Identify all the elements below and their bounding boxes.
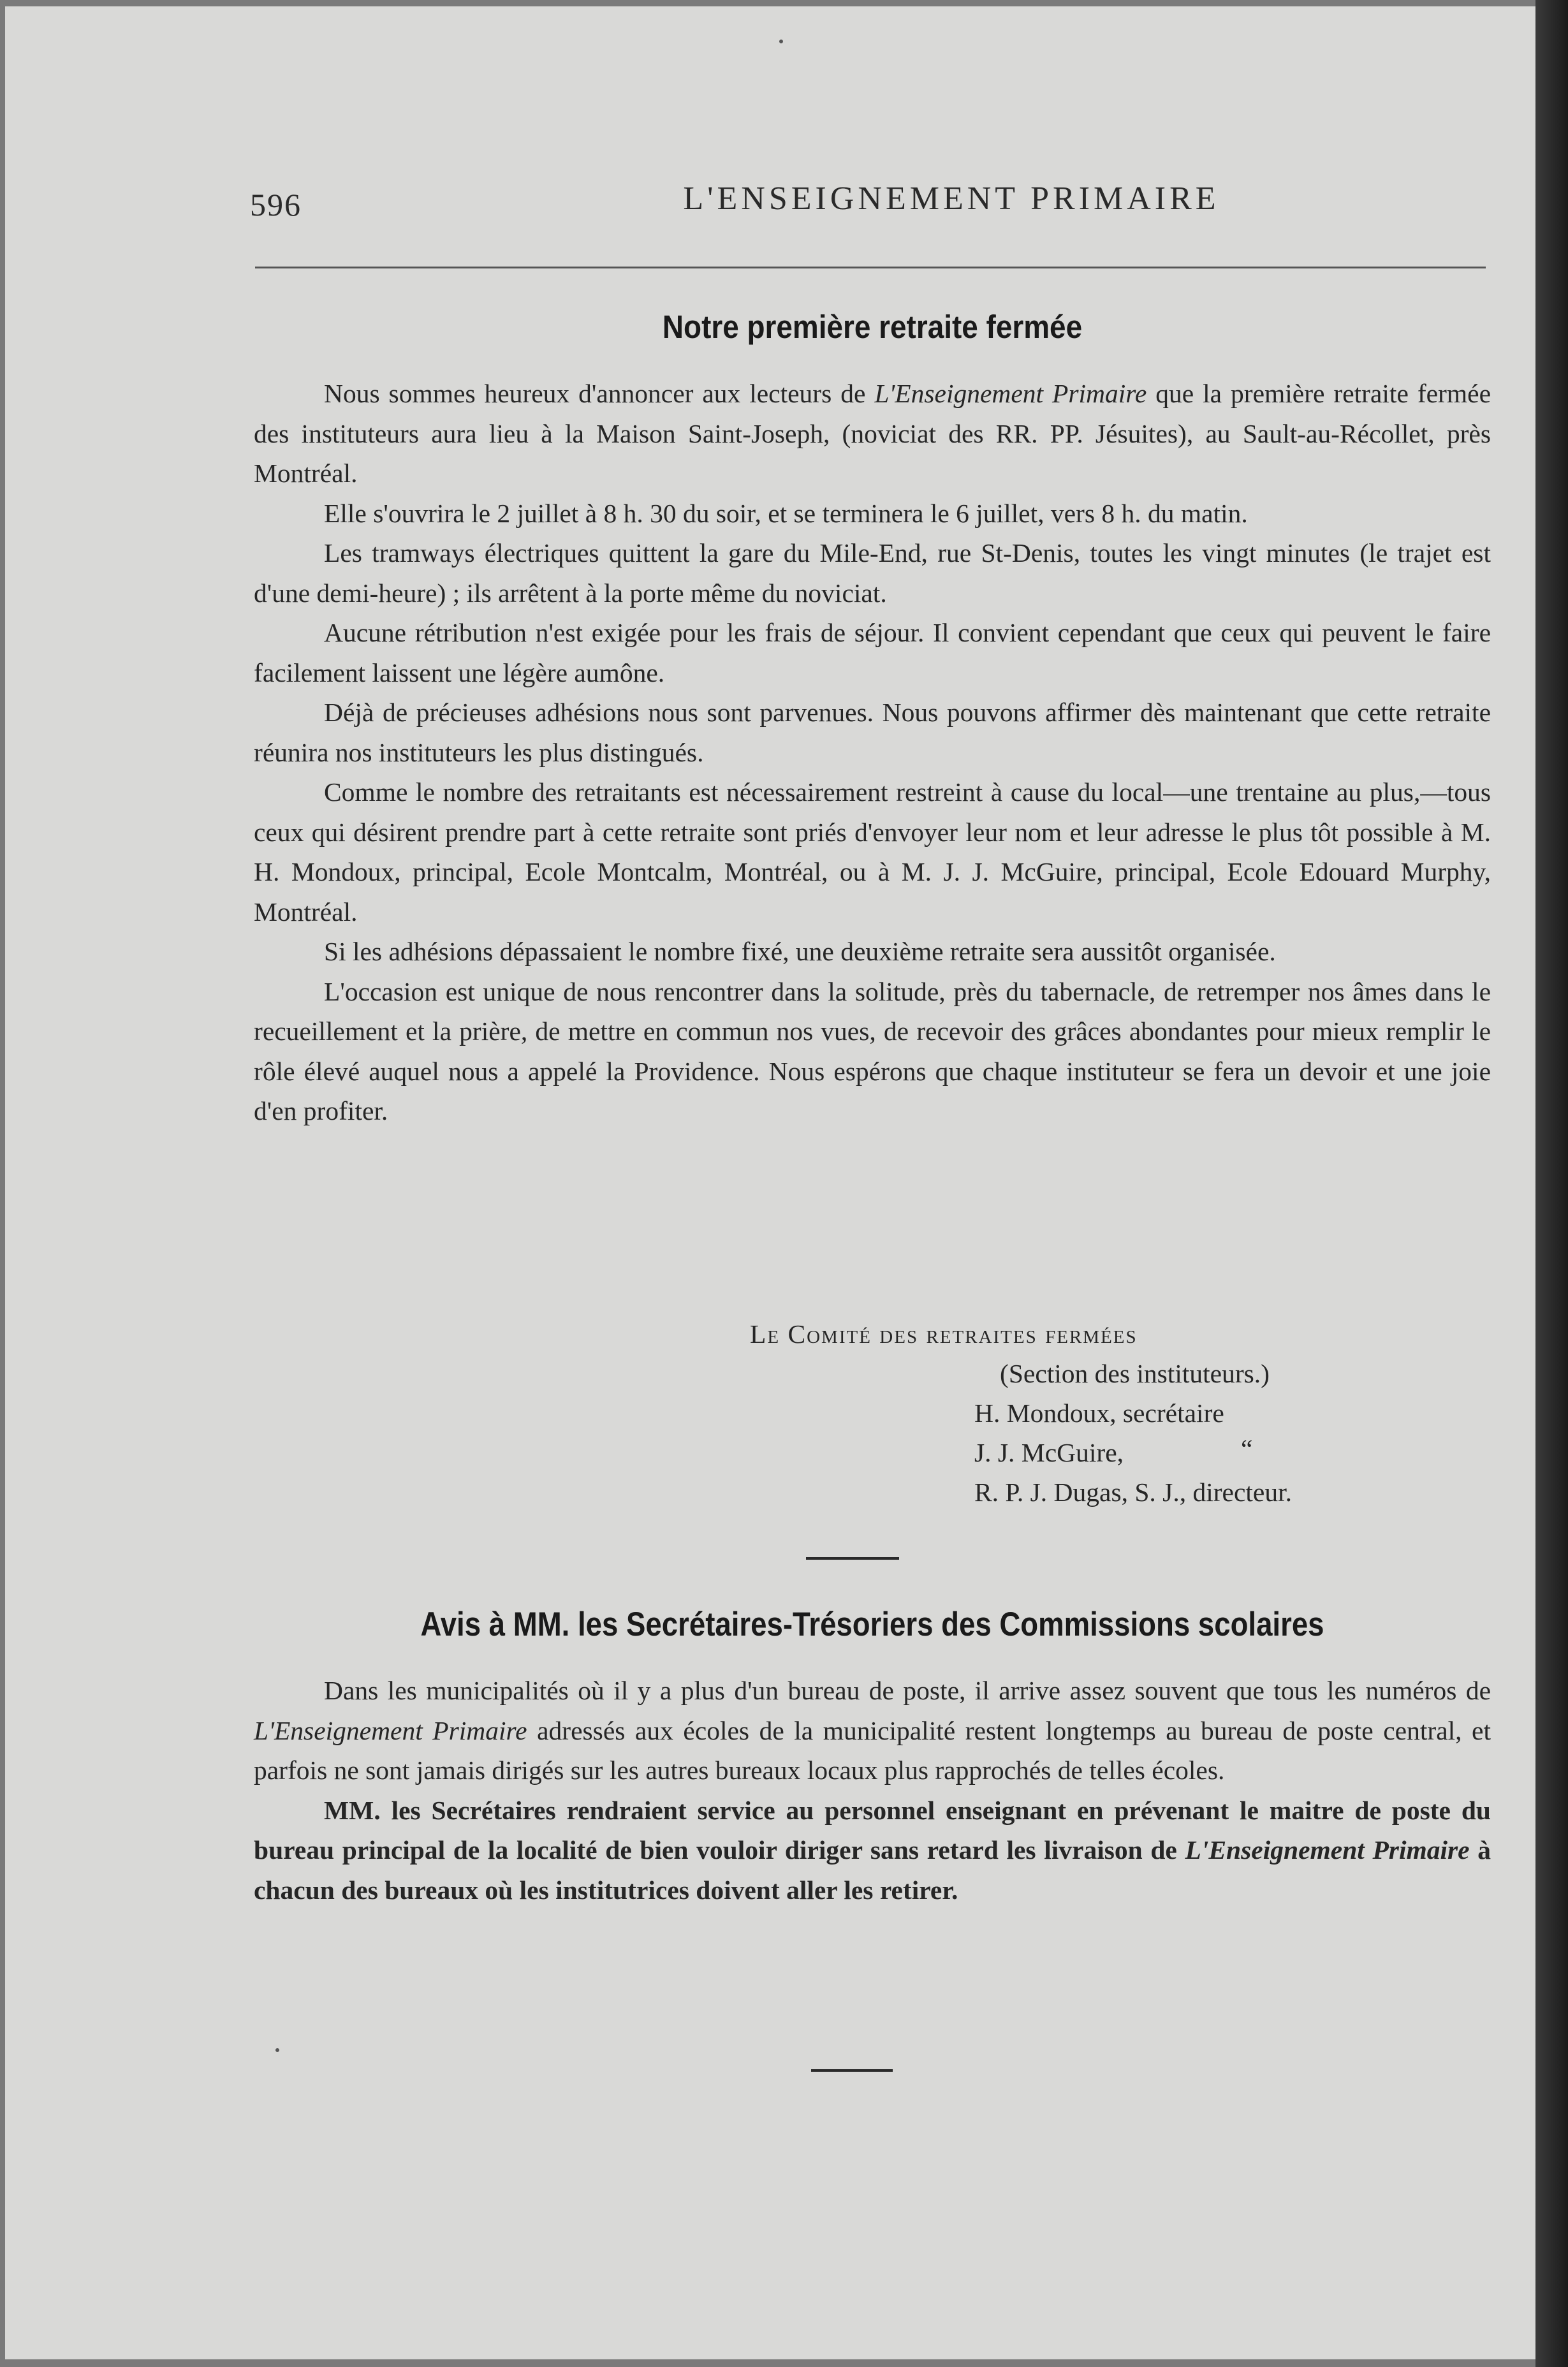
scan-speck bbox=[779, 40, 783, 43]
header-rule bbox=[255, 267, 1486, 268]
paragraph: Comme le nombre des retraitants est nécessairement restreint à cause du local—une trentaine au plus,—tous ceux qui désirent prendre part à cette retraite sont priés d'envoyer leur nom et leur adresse le plus tôt possible à M. H. Mondoux, principal, Ecole Montcalm, Montréal, ou à M. J. J. McGuire, principal, Ecole Edouard Murphy, Montréal. bbox=[254, 777, 1491, 927]
running-head bbox=[250, 171, 1487, 228]
journal-title: L'ENSEIGNEMENT PRIMAIRE bbox=[683, 180, 1220, 217]
ditto-mark: “ bbox=[1241, 1434, 1253, 1463]
paragraph: Si les adhésions dépassaient le nombre fixé, une deuxième retraite sera aussitôt organisée. bbox=[324, 937, 1276, 966]
article-avis bbox=[254, 1601, 1491, 1910]
article-retraite bbox=[254, 305, 1491, 1131]
committee-section: (Section des instituteurs.) bbox=[1000, 1359, 1270, 1388]
paragraph: Elle s'ouvrira le 2 juillet à 8 h. 30 du soir, et se terminera le 6 juillet, vers 8 h. du matin. bbox=[324, 498, 1248, 528]
article-title: Notre première retraite fermée bbox=[662, 309, 1083, 345]
committee-name: Le Comité des retraites fermées bbox=[750, 1319, 1138, 1349]
paragraph: Nous sommes heureux d'annoncer aux lecteurs de L'Enseignement Primaire que la première retraite fermée des instituteurs aura lieu à la Maison Saint-Joseph, (noviciat des RR. PP. Jésuites), au Sault-au-Récollet, près Montréal. bbox=[254, 379, 1491, 488]
secretary-signature: H. Mondoux, secrétaire bbox=[974, 1398, 1224, 1428]
paragraph: Dans les municipalités où il y a plus d'un bureau de poste, il arrive assez souvent que tous les numéros de L'Enseignement Primaire adressés aux écoles de la municipalité restent longtemps au bureau de poste central, et parfois ne sont jamais dirigés sur les autres bureaux locaux plus rapprochés de telles écoles. bbox=[254, 1676, 1491, 1785]
page-number: 596 bbox=[250, 187, 302, 223]
paragraph: Déjà de précieuses adhésions nous sont parvenues. Nous pouvons affirmer dès maintenant que cette retraite réunira nos instituteurs les plus distingués. bbox=[254, 698, 1491, 767]
scan-speck bbox=[275, 2048, 279, 2052]
paragraph: Aucune rétribution n'est exigée pour les frais de séjour. Il convient cependant que ceux qui peuvent le faire facilement laissent une légère aumône. bbox=[254, 618, 1491, 687]
secretary-signature: J. J. McGuire, bbox=[974, 1438, 1124, 1467]
paragraph: L'occasion est unique de nous rencontrer dans la solitude, près du tabernacle, de retremper nos âmes dans le recueillement et la prière, de mettre en commun nos vues, de recevoir des grâces abondantes pour mieux remplir le rôle élevé auquel nous a appelé la Providence. Nous espérons que chaque instituteur se fera un devoir et une joie d'en profiter. bbox=[254, 976, 1491, 1125]
end-separator bbox=[811, 2069, 893, 2072]
scan-dark-edge bbox=[1535, 0, 1568, 2367]
section-separator bbox=[806, 1557, 899, 1560]
article-title: Avis à MM. les Secrétaires-Trésoriers des Commissions scolaires bbox=[420, 1606, 1324, 1643]
paragraph: MM. les Secrétaires rendraient service au personnel enseignant en prévenant le maitre de poste du bureau principal de la localité de bien vouloir diriger sans retard les livraison de L'Enseignement Primaire à chacun des bureaux où les institutrices doivent aller les retirer. bbox=[254, 1795, 1491, 1905]
paragraph: Les tramways électriques quittent la gare du Mile-End, rue St-Denis, toutes les vingt minutes (le trajet est d'une demi-heure) ; ils arrêtent à la porte même du noviciat. bbox=[254, 538, 1491, 608]
director-signature: R. P. J. Dugas, S. J., directeur. bbox=[974, 1477, 1292, 1507]
